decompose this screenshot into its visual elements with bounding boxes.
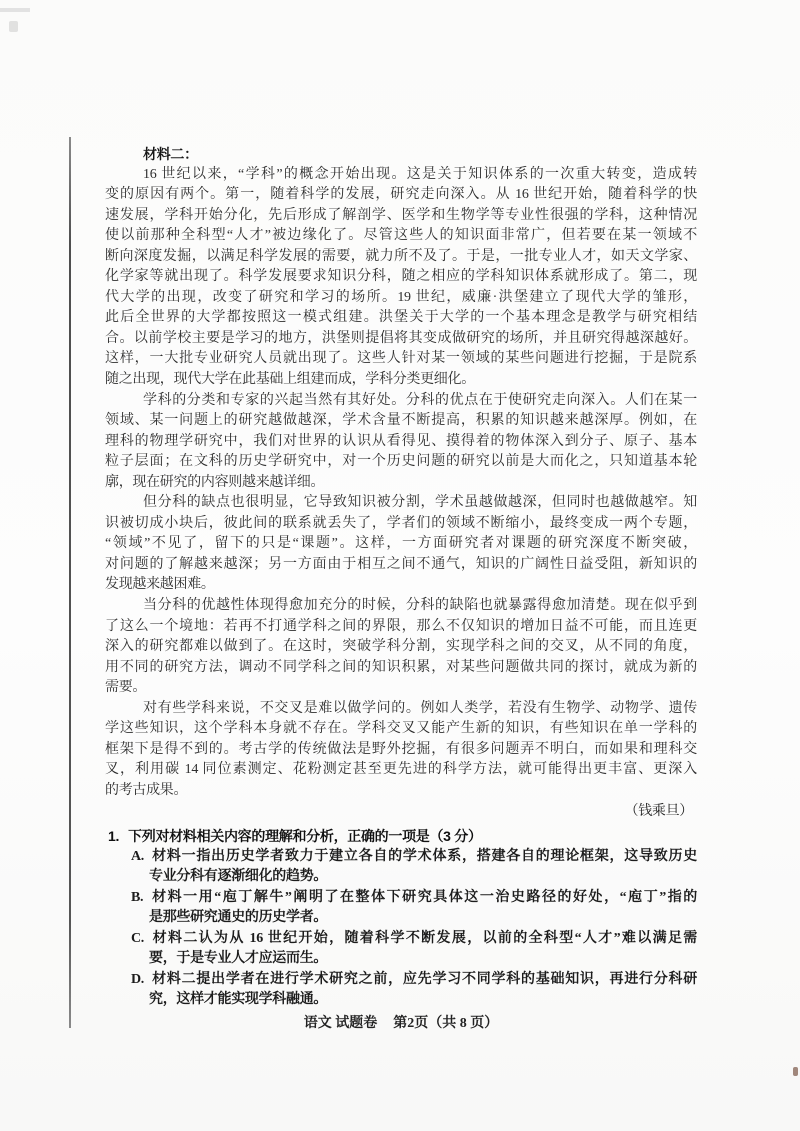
paragraph-line: 当分科的优越性体现得愈加充分的时候，分科的缺陷也就暴露得愈加清楚。现在似乎到: [143, 598, 697, 614]
scan-artifact: [9, 21, 18, 32]
question-number: 1.: [108, 828, 120, 845]
question-1: [105, 826, 697, 1011]
material-two-section: [105, 144, 697, 1011]
paragraph-line: 发现越来越困难。: [105, 577, 215, 593]
option-line: 专业分科有逐渐细化的趋势。: [149, 869, 328, 885]
option-line: 是那些研究通史的历史学者。: [149, 910, 328, 926]
paragraph-line: 但分科的缺点也很明显，它导致知识被分割，学术虽越做越深，但同时也越做越窄。知: [143, 495, 697, 511]
option-line: [105, 847, 697, 868]
option-line: [105, 929, 697, 950]
paragraph-line: 使以前那种全科型“人才”被边缘化了。尽管这些人的知识面非常广，但若要在某一领域不: [105, 228, 697, 244]
option-label: B.: [131, 889, 144, 905]
paragraph-line: 识被切成小块后，彼此间的联系就丢失了，学者们的领域不断缩小，最终变成一两个专题，: [105, 515, 697, 531]
paragraph-line: 需要。: [105, 680, 147, 696]
option-line: [105, 970, 697, 991]
paragraph-line: 这样，一大批专业研究人员就出现了。这些人针对某一领域的某些问题进行挖掘，于是院系: [105, 351, 697, 367]
footer-page-number: 第2页（共 8 页）: [393, 1016, 499, 1031]
page-fold-line: [69, 137, 71, 1028]
paragraph-line: 断向深度发掘，以满足科学发展的需要，就力所不及了。于是，一批专业人才，如天文学家、: [105, 248, 697, 264]
option-text: 材料一指出历史学者致力于建立各自的学术体系，搭建各自的理论框架，这导致历史: [151, 848, 697, 864]
material-heading: 材料二：: [143, 146, 198, 162]
option-label: D.: [131, 971, 145, 987]
paragraph-line: 变的原因有两个。第一，随着科学的发展，研究走向深入。从 16 世纪开始，随着科学的快: [105, 187, 697, 203]
page-footer: [105, 1012, 697, 1032]
scan-artifact: [793, 1067, 798, 1076]
paragraph-line: 了这么一个境地：若再不打通学科之间的界限，那么不仅知识的增加日益不可能，而且连更: [105, 618, 697, 634]
paragraph-line: “领域”不见了，留下的只是“课题”。这样，一方面研究者对课题的研究深度不断突破，: [105, 536, 697, 552]
option-text: 材料二提出学者在进行学术研究之前，应先学习不同学科的基础知识，再进行分科研: [151, 971, 697, 987]
paragraph-line: 粒子层面；在文科的历史学研究中，对一个历史问题的研究以前是大而化之，只知道基本轮: [105, 454, 697, 470]
option-line: 究，这样才能实现学科融通。: [149, 992, 328, 1008]
paragraph-line: 化学家等就出现了。科学发展要求知识分科，随之相应的学科知识体系就形成了。第二，现: [105, 269, 697, 285]
paragraph-line: 对问题的了解越来越深；另一方面由于相互之间不通气，知识的广阔性日益受阻，新知识的: [105, 556, 697, 572]
paragraph-line: 对有些学科来说，不交叉是难以做学问的。例如人类学，若没有生物学、动物学、遗传: [143, 700, 697, 716]
option-label: C.: [131, 930, 145, 946]
option-line: 要，于是专业人才应运而生。: [149, 951, 328, 967]
paragraph-line: 深入的研究都难以做到了。在这时，突破学科分割，实现学科之间的交叉，从不同的角度，: [105, 639, 697, 655]
attribution: （钱乘旦）: [624, 803, 693, 819]
footer-subject: 语文 试题卷: [303, 1016, 378, 1031]
paragraph-line: 叉，利用碳 14 同位素测定、花粉测定甚至更先进的科学方法，就可能得出更丰富、更深入: [105, 762, 697, 778]
option-text: 材料一用“庖丁解牛”阐明了在整体下研究具体这一治史路径的好处，“庖丁”指的: [150, 889, 697, 905]
paragraph-line: 16 世纪以来，“学科”的概念开始出现。这是关于知识体系的一次重大转变，造成转: [143, 166, 697, 182]
paragraph-line: 速发展，学科开始分化，先后形成了解剖学、医学和生物学等专业性很强的学科，这种情况: [105, 207, 697, 223]
paragraph-line: 廓，现在研究的内容则越来越详细。: [105, 474, 325, 490]
paragraph-line: 学科的分类和专家的兴起当然有其好处。分科的优点在于使研究走向深入。人们在某一: [143, 392, 697, 408]
option-label: A.: [131, 848, 145, 864]
question-stem-line: [105, 826, 697, 847]
paragraph-line: 的考古成果。: [105, 782, 188, 798]
paragraph-line: 代大学的出现，改变了研究和学习的场所。19 世纪，威廉·洪堡建立了现代大学的雏形，: [105, 289, 697, 305]
paragraph-line: 理科的物理学研究中，我们对世界的认识从看得见、摸得着的物体深入到分子、原子、基本: [105, 433, 697, 449]
scan-artifact: [0, 8, 30, 12]
option-text: 材料二认为从 16 世纪开始，随着科学不断发展，以前的全科型“人才”难以满足需: [151, 930, 697, 946]
paragraph-line: 框架下是得不到的。考古学的传统做法是野外挖掘，有很多问题弄不明白，而如果和理科交: [105, 741, 697, 757]
paragraph-line: 随之出现，现代大学在此基础上组建而成，学科分类更细化。: [105, 372, 475, 388]
paragraph-line: 用不同的研究方法，调动不同学科之间的知识积累，对某些问题做共同的探讨，就成为新的: [105, 659, 697, 675]
question-stem: 下列对材料相关内容的理解和分析，正确的一项是（3 分）: [128, 828, 482, 845]
option-line: [105, 888, 697, 909]
paragraph-line: 合。以前学校主要是学习的地方，洪堡则提倡将其变成做研究的场所，并且研究得越深越好。: [105, 330, 697, 346]
paragraph-line: 此后全世界的大学都按照这一模式组建。洪堡关于大学的一个基本理念是教学与研究相结: [105, 310, 697, 326]
paragraph-line: 领域、某一问题上的研究越做越深，学术含量不断提高，积累的知识越来越深厚。例如，在: [105, 413, 697, 429]
paragraph-line: 学这些知识，这个学科本身就不存在。学科交叉又能产生新的知识，有些知识在单一学科的: [105, 721, 697, 737]
